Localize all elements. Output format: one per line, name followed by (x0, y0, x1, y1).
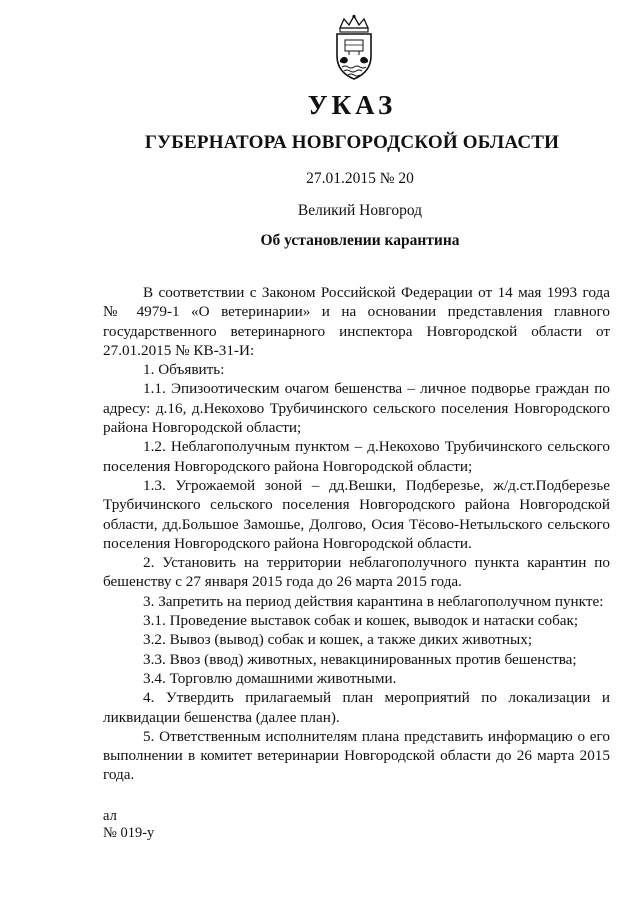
clause-1-1: 1.1. Эпизоотическим очагом бешенства – личное подворье граждан по адресу: д.16, д.Некохово Трубичинского сельского поселения Новгородского района Новгородской области; (103, 380, 610, 437)
decree-issuer: ГУБЕРНАТОРА НОВГОРОДСКОЙ ОБЛАСТИ (144, 132, 560, 153)
clause-5: 5. Ответственным исполнителям плана представить информацию о его выполнении в комитет ветеринарии Новгородской области до 26 марта 2015 года. (103, 727, 610, 784)
decree-kind: УКАЗ (307, 90, 397, 120)
decree-subject: Об установлении карантина (260, 232, 460, 249)
clause-3: 3. Запретить на период действия карантина в неблагополучном пункте: (143, 592, 604, 610)
clause-3-3: 3.3. Ввоз (ввод) животных, невакцинированных против бешенства; (143, 650, 577, 668)
decree-place: Великий Новгород (297, 202, 423, 219)
clause-1-2: 1.2. Неблагополучным пунктом – д.Некохово Трубичинского сельского поселения Новгородского района Новгородской области; (103, 438, 610, 475)
clause-1: 1. Объявить: (143, 361, 225, 379)
decree-body (103, 283, 610, 785)
clause-2: 2. Установить на территории неблагополучного пункта карантин по бешенству с 27 января 2015 года до 26 марта 2015 года. (103, 554, 610, 591)
footer-reference-number: № 019-у (103, 825, 155, 841)
clause-3-2: 3.2. Вывоз (вывод) собак и кошек, а также диких животных; (143, 631, 533, 649)
clause-4: 4. Утвердить прилагаемый план мероприятий по локализации и ликвидации бешенства (далее план). (103, 689, 610, 726)
clause-3-1: 3.1. Проведение выставок собак и кошек, выводок и натаски собак; (143, 612, 579, 630)
clause-3-4: 3.4. Торговлю домашними животными. (143, 669, 397, 687)
document-footer (103, 808, 154, 842)
novgorod-coat-of-arms-icon (331, 14, 377, 82)
decree-date-number: 27.01.2015 № 20 (306, 170, 414, 187)
footer-initials: ал (103, 808, 117, 824)
clause-1-3: 1.3. Угрожаемой зоной – дд.Вешки, Подберезье, ж/д.ст.Подберезье Трубичинского сельского поселения Новгородского района Новгородской области, дд.Большое Замошье, Долгово, Осия Тёсово-Нетыльского сельского поселения Новгородского района Новгородской области. (103, 476, 610, 552)
preamble-paragraph: В соответствии с Законом Российской Федерации от 14 мая 1993 года № 4979-1 «О ветеринарии» и на основании представления главного государственного ветеринарного инспектора Новгородской области от 27.01.2015 № КВ-31-И: (103, 284, 610, 359)
